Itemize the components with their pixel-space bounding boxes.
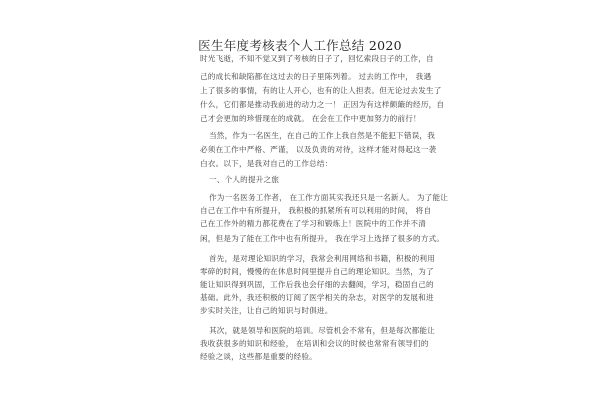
document-title: 医生年度考核表个人工作总结 2020 bbox=[198, 38, 402, 53]
text-line: 零碎的时间，慢慢的在休息时间里提升自己的理论知识。当然，为了 bbox=[200, 267, 434, 276]
text-line: 必须在工作中严格、严谨， 以及负责的对待，这样才能对得起这一袭 bbox=[200, 145, 437, 154]
text-line: 经验之谈，这些都是重要的经验。 bbox=[200, 352, 317, 361]
text-line: 己的成长和缺陷都在这过去的日子里陈列着。 过去的工作中， 我遇 bbox=[200, 72, 432, 81]
text-line: 作为一名医务工作者， 在工作方面其实我还只是一名新人。 为了能让 bbox=[209, 193, 449, 202]
text-line: 能让知识得到巩固，工作后我也会仔细的去翻阅，学习，稳固自己的 bbox=[200, 280, 434, 289]
text-line: 基础。此外，我还积极的订阅了医学相关的杂志，对医学的发展和进 bbox=[200, 293, 434, 302]
text-line: 时光飞逝，不知不觉又到了考核的日子了，回忆索段日子的工作，自 bbox=[200, 54, 434, 63]
text-line: 白衣。以下，是我对自己的工作总结： bbox=[200, 159, 333, 168]
text-line: 其次，就是领导和医院的培训。尽管机会不常有，但是每次都能让 bbox=[209, 326, 436, 335]
text-line: 闲，但是为了能在工作中也有所提升， 我在学习上选择了很多的方式。 bbox=[200, 234, 445, 243]
text-line: 步实时关注，让自己的知识与时俱进。 bbox=[200, 306, 333, 315]
text-line: 当然，作为一名医生，在自己的工作上我自然是不能犯下错误，我 bbox=[209, 131, 436, 140]
section-heading: 一、个人的提升之旅 bbox=[209, 175, 280, 184]
text-line: 上了很多的事情，有的让人开心，也有的让人担表。但无论过去发生了 bbox=[200, 86, 442, 95]
text-line: 首先，是对理论知识的学习，我常会利用网络和书籍，积极的利用 bbox=[209, 254, 436, 263]
text-line: 己在工作外的精力都花费在了学习和锻炼上！医院中的工作并不清 bbox=[200, 219, 427, 228]
text-line: 我收获很多的知识和经验， 在培训和会议的时候也常常有领导们的 bbox=[200, 339, 429, 348]
text-line: 什么，它们都是推动我前进的动力之一！ 正因为有这样颇簸的经历，自 bbox=[200, 100, 445, 109]
text-line: 自己在工作中有所提升， 我积极的抓紧所有可以利用的时间， 将自 bbox=[200, 206, 432, 215]
text-line: 己才会更加的珍惜现在的成就。 在会在工作中更加努力的前行！ bbox=[200, 114, 421, 123]
